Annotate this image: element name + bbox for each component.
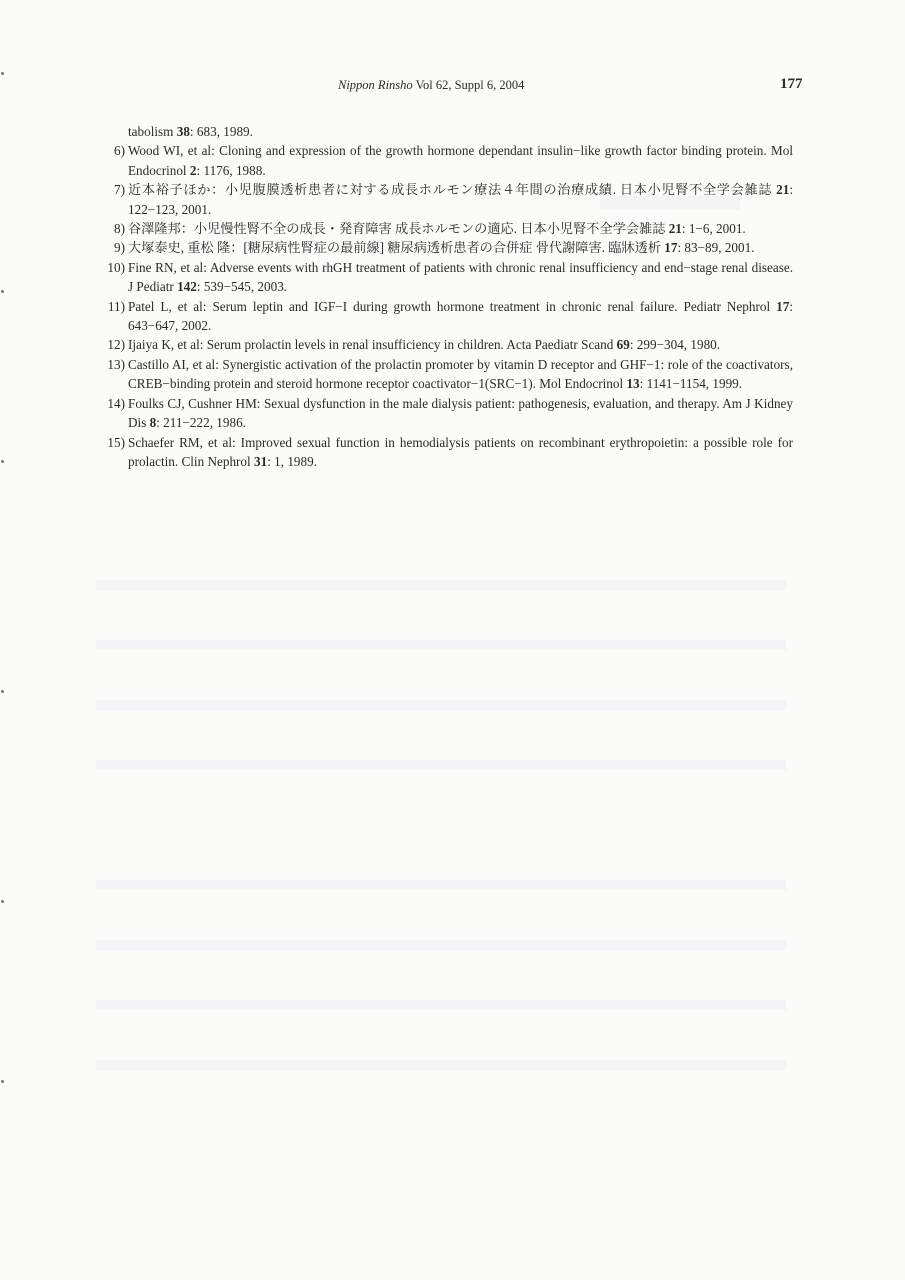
reference-item — [96, 433, 793, 472]
reference-item — [96, 219, 793, 238]
page-number: 177 — [780, 76, 803, 92]
reference-text — [125, 297, 793, 336]
running-header — [0, 76, 905, 96]
reference-number: 8) — [114, 221, 125, 237]
reference-text — [125, 141, 793, 180]
reference-number: 6) — [114, 143, 125, 159]
reference-number: 15) — [107, 434, 125, 450]
bleed-through-block — [96, 1000, 786, 1010]
reference-volume: 17 — [664, 240, 678, 256]
reference-item — [96, 122, 793, 141]
scan-edge-mark — [1, 1080, 4, 1083]
reference-text-run: : 1, 1989. — [267, 453, 318, 469]
reference-item — [96, 238, 793, 257]
reference-text-run: : 539−545, 2003. — [196, 279, 288, 295]
reference-volume: 142 — [177, 279, 197, 295]
reference-text-run: : 122−123, 2001. — [128, 182, 793, 217]
bleed-through-block — [96, 880, 786, 890]
reference-volume: 31 — [254, 453, 268, 469]
reference-text-run: : 683, 1989. — [189, 124, 253, 139]
reference-item — [96, 355, 793, 394]
reference-text-run: : 211−222, 1986. — [156, 415, 246, 431]
reference-item — [96, 297, 793, 336]
reference-number: 13) — [107, 356, 125, 372]
scan-edge-mark — [1, 690, 4, 693]
reference-volume: 21 — [668, 221, 682, 237]
reference-text — [125, 258, 793, 297]
reference-volume: 2 — [189, 162, 197, 178]
reference-text — [125, 394, 793, 433]
reference-text-run: tabolism — [128, 124, 177, 139]
reference-text — [125, 355, 793, 394]
reference-text-run: : 83−89, 2001. — [677, 240, 755, 256]
reference-volume: 69 — [616, 337, 630, 353]
bleed-through-block — [96, 580, 786, 590]
reference-volume: 21 — [776, 182, 790, 198]
bleed-through-block — [96, 760, 786, 770]
reference-item — [96, 394, 793, 433]
reference-volume: 13 — [626, 376, 640, 392]
reference-text-run: Foulks CJ, Cushner HM: Sexual dysfunction in the male dialysis patient: pathogenesis, evaluation, and therapy. Am J Kidney Dis — [128, 395, 793, 431]
reference-text-run: : 1−6, 2001. — [681, 221, 746, 237]
reference-text-run: : 299−304, 1980. — [629, 337, 721, 353]
bleed-through-block — [96, 640, 786, 650]
reference-text-run: 谷澤隆邦：小児慢性腎不全の成長・発育障害 成長ホルモンの適応. 日本小児腎不全学会雑誌 — [128, 221, 669, 237]
reference-number: 12) — [107, 337, 125, 353]
reference-text-run: : 1176, 1988. — [196, 162, 266, 178]
bleed-through-block — [96, 940, 786, 950]
reference-text — [125, 335, 793, 354]
reference-text-run: Wood WI, et al: Cloning and expression of the growth hormone dependant insulin−like growth factor binding protein. Mol Endocrinol — [128, 143, 793, 178]
reference-item — [96, 141, 793, 180]
reference-text — [125, 433, 793, 472]
bleed-through-block — [96, 1060, 786, 1070]
reference-text-run: 近本裕子ほか：小児腹膜透析患者に対する成長ホルモン療法４年間の治療成績. 日本小児腎不全学会雑誌 — [128, 182, 777, 198]
reference-volume: 8 — [149, 415, 157, 431]
bleed-through-block — [96, 700, 786, 710]
scan-edge-mark — [1, 900, 4, 903]
reference-item — [96, 335, 793, 354]
bleed-through-block — [600, 196, 740, 210]
journal-citation — [338, 78, 524, 93]
reference-text-run: Ijaiya K, et al: Serum prolactin levels in renal insufficiency in children. Acta Paediatr Scand — [128, 337, 617, 353]
reference-text-run: Schaefer RM, et al: Improved sexual function in hemodialysis patients on recombinant erythropoietin: a possible role for prolactin. Clin Nephrol — [128, 434, 793, 469]
journal-name: Nippon Rinsho — [338, 78, 413, 92]
journal-volume-info: Vol 62, Suppl 6, 2004 — [412, 78, 525, 92]
reference-number: 10) — [107, 259, 125, 275]
reference-text-run: : 1141−1154, 1999. — [639, 376, 743, 392]
reference-number: 11) — [107, 298, 125, 314]
reference-text-run: Patel L, et al: Serum leptin and IGF−I during growth hormone treatment in chronic renal failure. Pediatr Nephrol — [128, 298, 777, 314]
reference-list — [96, 122, 793, 471]
reference-item — [96, 258, 793, 297]
reference-text — [125, 219, 793, 238]
reference-volume: 17 — [776, 298, 790, 314]
reference-text — [125, 238, 793, 257]
reference-volume: 38 — [176, 124, 190, 139]
scan-edge-mark — [1, 290, 4, 293]
scan-edge-mark — [1, 460, 4, 463]
reference-number: 7) — [114, 182, 125, 198]
reference-text-run: Fine RN, et al: Adverse events with rhGH treatment of patients with chronic renal insufficiency and end−stage renal disease. J Pediatr — [128, 259, 793, 295]
scan-edge-mark — [1, 72, 4, 75]
reference-text — [96, 122, 793, 141]
reference-number: 14) — [107, 395, 125, 411]
reference-text-run: 大塚泰史, 重松 隆：[糖尿病性腎症の最前線] 糖尿病透析患者の合併症 骨代謝障害. 臨牀透析 — [128, 240, 665, 256]
reference-number: 9) — [114, 240, 125, 256]
reference-text-run: : 643−647, 2002. — [128, 298, 793, 334]
reference-text-run: Castillo AI, et al: Synergistic activation of the prolactin promoter by vitamin D receptor and GHF−1: role of the coactivators, CREB−binding protein and steroid hormone receptor coactivator−1(SRC−1). Mol Endocrinol — [128, 356, 793, 392]
